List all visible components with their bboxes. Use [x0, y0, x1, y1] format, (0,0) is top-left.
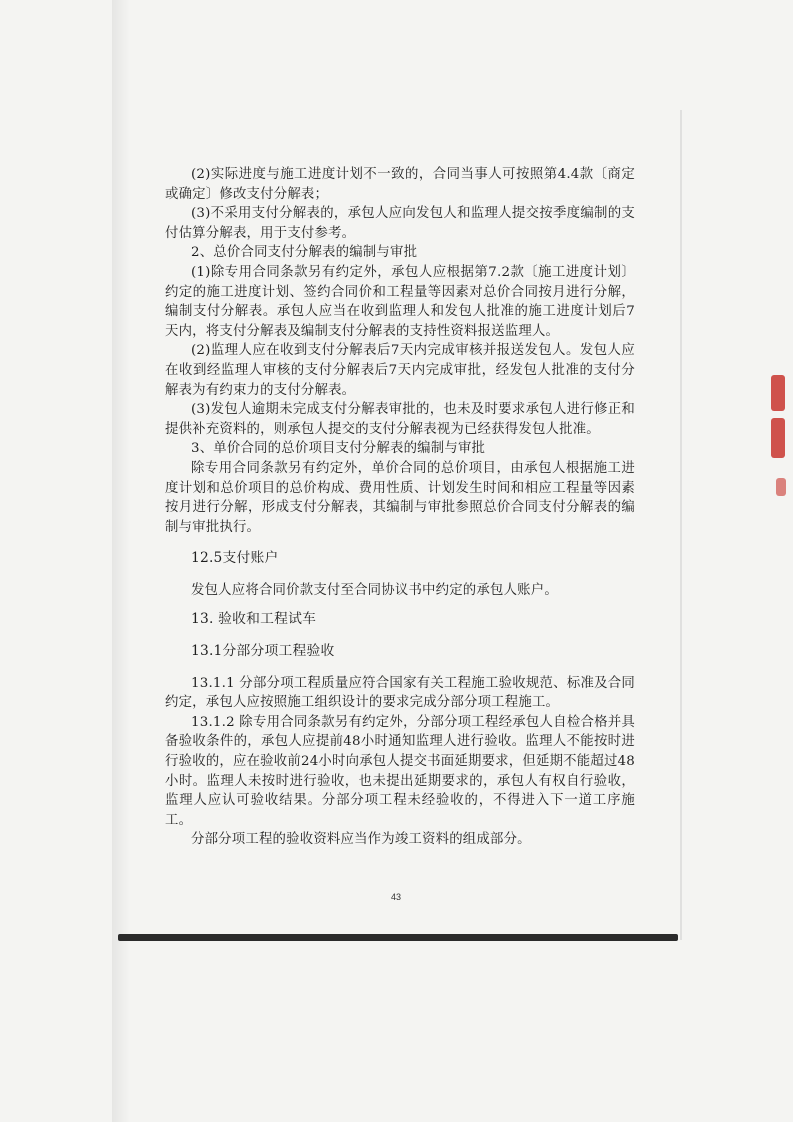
paragraph: (3)发包人逾期未完成支付分解表审批的，也未及时要求承包人进行修正和提供补充资料的，则承包人提交的支付分解表视为已经获得发包人批准。 — [165, 402, 635, 437]
page-number: 43 — [390, 892, 401, 902]
red-seal-mark — [776, 478, 786, 496]
section-heading-13-1: 13.1分部分项工程验收 — [191, 643, 335, 660]
paragraph: 13.1.1 分部分项工程质量应符合国家有关工程施工验收规范、标准及合同约定，承包人应按照施工组织设计的要求完成分部分项工程施工。 — [165, 675, 635, 711]
red-seal-mark — [771, 418, 785, 458]
subheading: 3、单价合同的总价项目支付分解表的编制与审批 — [191, 441, 486, 457]
paragraph: (1)除专用合同条款另有约定外，承包人应根据第7.2款〔施工进度计划〕约定的施工进度计划、签约合同价和工程量等因素对总价合同按月进行分解，编制支付分解表。承包人应当在收到监理人和发包人批准的施工进度计划后7天内，将支付分解表及编制支付分解表的支持性资料报送监理人。 — [165, 264, 635, 339]
page-bottom-edge — [118, 934, 678, 941]
paragraph: 发包人应将合同价款支付至合同协议书中约定的承包人账户。 — [191, 582, 558, 598]
paragraph: 除专用合同条款另有约定外，单价合同的总价项目，由承包人根据施工进度计划和总价项目的总价构成、费用性质、计划发生时间和相应工程量等因素按月进行分解，形成支付分解表，其编制与审批参照总价合同支付分解表的编制与审批执行。 — [165, 460, 635, 535]
subheading: 2、总价合同支付分解表的编制与审批 — [191, 245, 418, 261]
paragraph: (2)监理人应在收到支付分解表后7天内完成审核并报送发包人。发包人应在收到经监理人审核的支付分解表后7天内完成审批，经发包人批准的支付分解表为有约束力的支付分解表。 — [165, 343, 635, 398]
scan-shadow — [112, 0, 130, 1122]
section-heading-13: 13. 验收和工程试车 — [191, 611, 317, 628]
document-body — [165, 165, 635, 850]
section-heading-12-5: 12.5支付账户 — [191, 550, 279, 567]
red-seal-mark — [771, 375, 785, 411]
paragraph: (3)不采用支付分解表的，承包人应向发包人和监理人提交按季度编制的支付估算分解表，用于支付参考。 — [165, 206, 635, 241]
paragraph: 13.1.2 除专用合同条款另有约定外，分部分项工程经承包人自检合格并具备验收条件的，承包人应提前48小时通知监理人进行验收。监理人不能按时进行验收的，应在验收前24小时向承包人提交书面延期要求，但延期不能超过48小时。监理人未按时进行验收，也未提出延期要求的，承包人有权自行验收，监理人应认可验收结果。分部分项工程未经验收的，不得进入下一道工序施工。 — [165, 714, 635, 828]
paragraph: 分部分项工程的验收资料应当作为竣工资料的组成部分。 — [191, 832, 531, 848]
paragraph: (2)实际进度与施工进度计划不一致的，合同当事人可按照第4.4款〔商定或确定〕修改支付分解表； — [165, 167, 635, 202]
page-edge — [680, 110, 682, 940]
